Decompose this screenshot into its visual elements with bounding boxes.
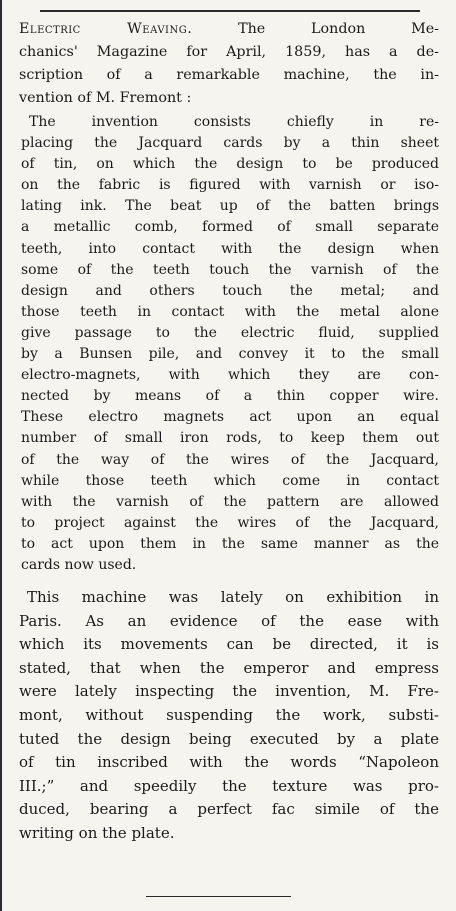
quote-line: nected by means of a thin copper wire.: [21, 388, 439, 405]
article-heading: Electric Weaving.: [19, 21, 193, 37]
left-column-rule: [0, 0, 2, 911]
quote-line: those teeth in contact with the metal alone: [21, 303, 439, 320]
quote-line: some of the teeth touch the varnish of the: [21, 261, 439, 278]
quote-line: placing the Jacquard cards by a thin sheet: [21, 135, 439, 152]
body-line: duced, bearing a perfect fac simile of the: [19, 800, 439, 819]
body-line: writing on the plate.: [19, 824, 175, 842]
quote-line: teeth, into contact with the design when: [21, 240, 439, 257]
body-line: III.;” and speedily the texture was pro-: [19, 776, 439, 795]
quote-line: with the varnish of the pattern are allowed: [21, 493, 439, 510]
intro-line-2: chanics' Magazine for April, 1859, has a de-: [19, 44, 439, 60]
body-line: which its movements can be directed, it is: [19, 635, 439, 654]
intro-line-3: scription of a remarkable machine, the in-: [19, 67, 439, 83]
quote-line: electro-magnets, with which they are con-: [21, 367, 439, 384]
intro-line-1: [19, 18, 439, 41]
body-line: of tin inscribed with the words “Napoleon: [19, 753, 439, 772]
intro-line-4: vention of M. Fremont :: [19, 90, 192, 106]
quote-line: a metallic comb, formed of small separate: [21, 219, 439, 236]
body-line: stated, that when the emperor and empress: [19, 658, 439, 677]
article: [19, 18, 439, 846]
quote-line: of tin, on which the design to be produced: [21, 156, 439, 173]
article-intro: [19, 18, 439, 110]
quote-line: to act upon them in the same manner as the: [21, 535, 439, 552]
intro-text-1: The London Me-: [238, 21, 440, 37]
quote-line: lating ink. The beat up of the batten brings: [21, 198, 439, 215]
bottom-rule: [146, 896, 291, 897]
top-rule: [40, 10, 420, 12]
quoted-description: [19, 112, 439, 576]
quote-line: design and others touch the metal; and: [21, 282, 439, 299]
body-line: were lately inspecting the invention, M. Fre-: [19, 682, 439, 701]
body-line: mont, without suspending the work, substi-: [19, 706, 439, 725]
quote-line: while those teeth which come in contact: [21, 472, 439, 489]
quote-line: on the fabric is figured with varnish or iso-: [21, 177, 439, 194]
quote-line: to project against the wires of the Jacquard,: [21, 514, 439, 531]
body-line: This machine was lately on exhibition in: [27, 588, 439, 607]
quote-line: of the way of the wires of the Jacquard,: [21, 451, 439, 468]
body-line: Paris. As an evidence of the ease with: [19, 611, 439, 630]
quote-line: number of small iron rods, to keep them out: [21, 430, 439, 447]
quote-line: These electro magnets act upon an equal: [21, 409, 439, 426]
quote-line: by a Bunsen pile, and convey it to the small: [21, 346, 439, 363]
exhibition-paragraph: [19, 586, 439, 846]
quote-line: give passage to the electric fluid, supplied: [21, 324, 439, 341]
body-line: tuted the design being executed by a plate: [19, 729, 439, 748]
quote-line: The invention consists chiefly in re-: [29, 114, 439, 130]
quote-line: cards now used.: [21, 556, 137, 573]
